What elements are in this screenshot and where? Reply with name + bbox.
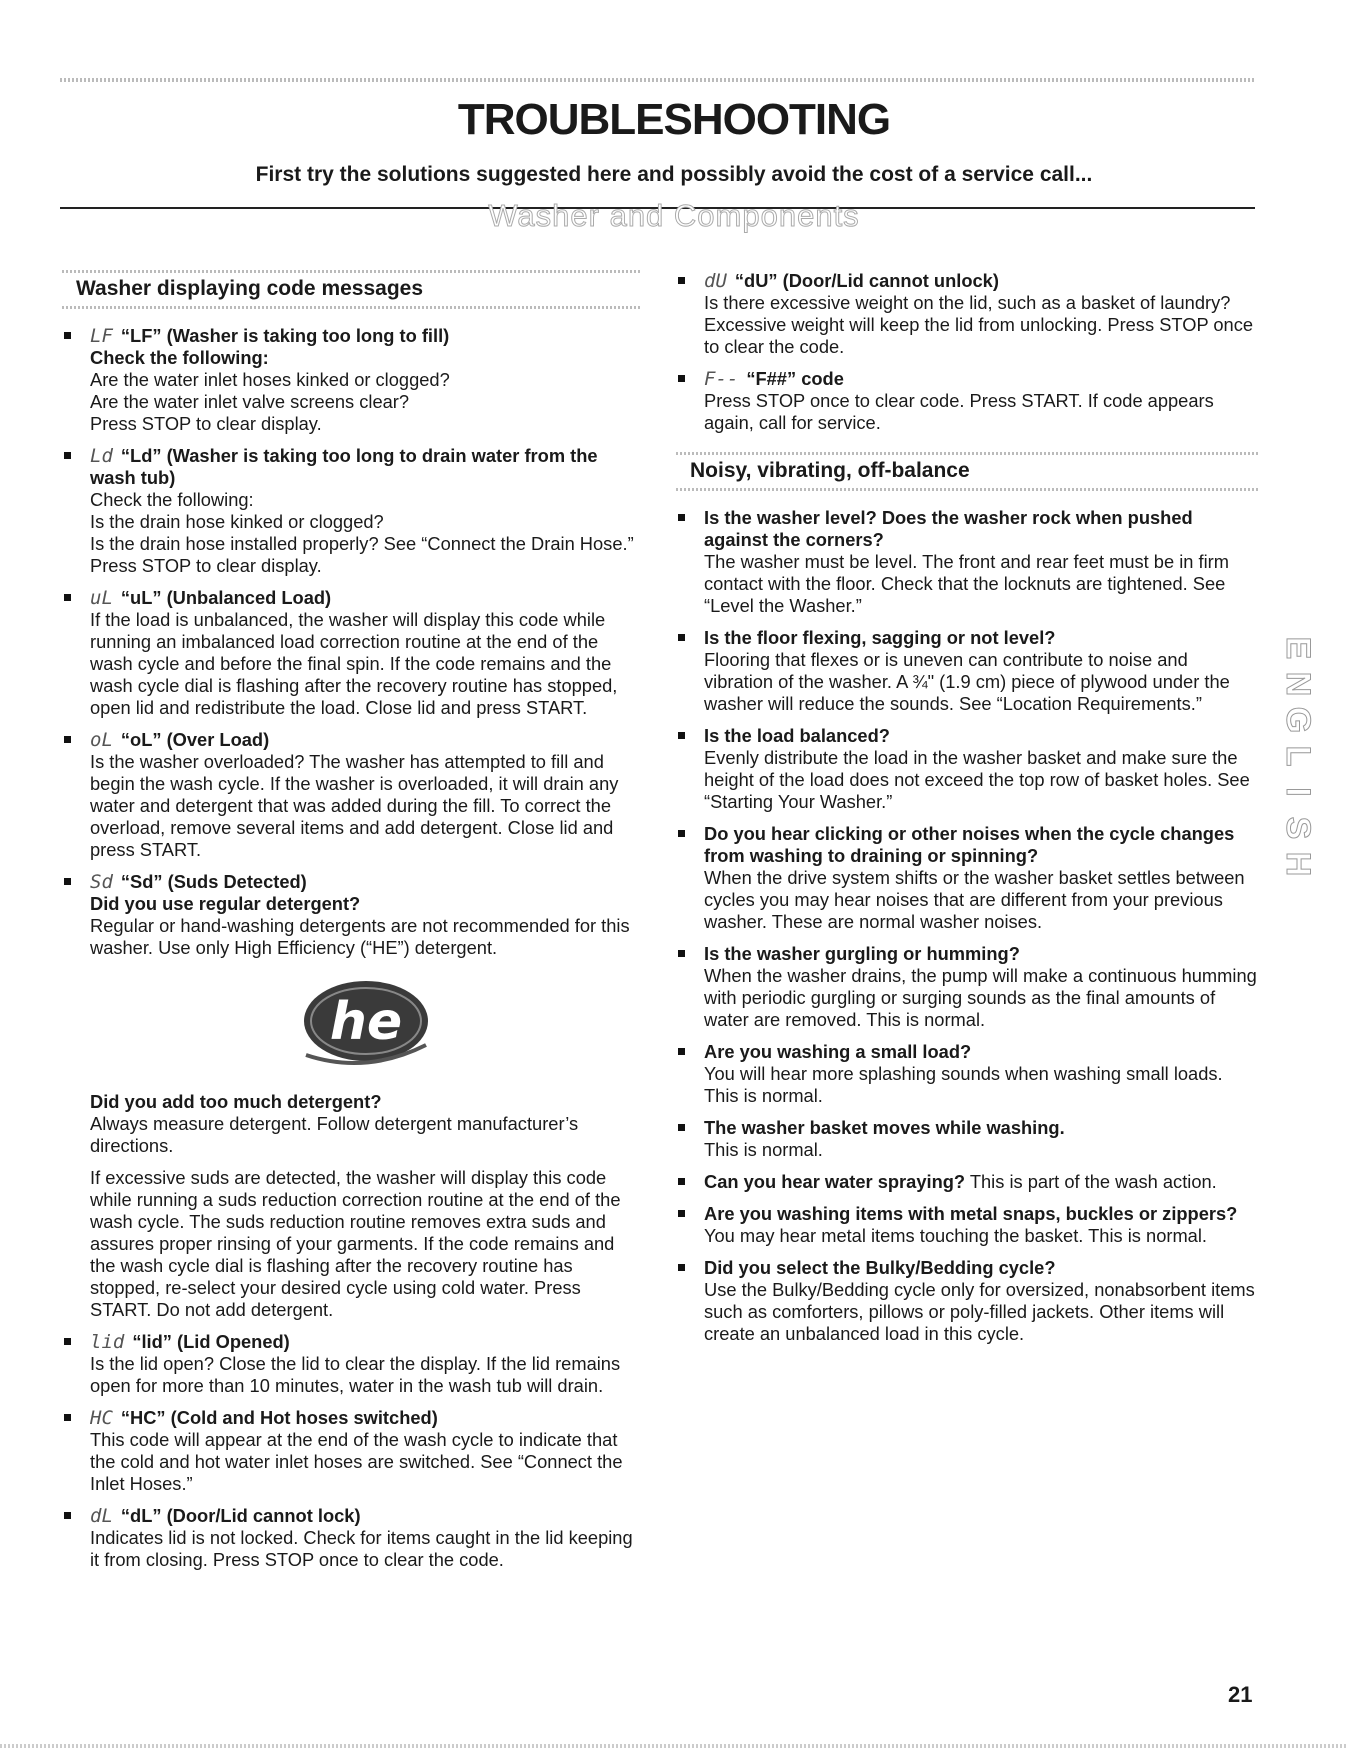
item-title: “dU” (Door/Lid cannot unlock) [734,270,999,291]
item-body: You may hear metal items touching the basket. This is normal. [704,1225,1207,1246]
item-body: Is the lid open? Close the lid to clear the display. If the lid remains open for more than 10 minutes, water in the wash tub will drain. [90,1353,621,1396]
bullet-icon [678,1178,685,1185]
display-code: oL [90,729,113,751]
display-code: dU [704,270,727,292]
left-column [62,270,642,1581]
side-tab-letter: I [1279,787,1317,797]
list-item-noise-metal [676,1203,1258,1247]
list-item-noise-gurgling [676,943,1258,1031]
item-body: This is part of the wash action. [965,1171,1217,1192]
bullet-icon [64,594,71,601]
item-title: Do you hear clicking or other noises when the cycle changes from washing to draining or spinning? [704,823,1235,866]
item-title: Is the floor flexing, sagging or not level? [704,627,1056,648]
list-item-dl [62,1505,642,1571]
item-title: Are you washing items with metal snaps, buckles or zippers? [704,1203,1238,1224]
bullet-icon [678,375,685,382]
item-title: Is the washer level? Does the washer rock when pushed against the corners? [704,507,1193,550]
display-code: HC [90,1407,113,1429]
list-item-lf [62,325,642,435]
item-title: Are you washing a small load? [704,1041,972,1062]
item-title: Can you hear water spraying? [704,1171,966,1192]
item-title: Did you select the Bulky/Bedding cycle? [704,1257,1056,1278]
list-item-noise-small-load [676,1041,1258,1107]
item-title: “Sd” (Suds Detected) [120,871,307,892]
item-title: The washer basket moves while washing. [704,1117,1065,1138]
item-title: “uL” (Unbalanced Load) [120,587,332,608]
item-body: Use the Bulky/Bedding cycle only for oversized, nonabsorbent items such as comforters, pillows or poly-filled jackets. Other items will create an unbalanced load in this cycle. [704,1279,1255,1344]
right-column [676,270,1258,1355]
item-body: Evenly distribute the load in the washer basket and make sure the height of the load does not exceed the top row of basket holes. See “Starting Your Washer.” [704,747,1250,812]
item-title: “oL” (Over Load) [120,729,270,750]
side-tab-letter: S [1279,816,1317,840]
bullet-icon [678,950,685,957]
bullet-icon [64,1414,71,1421]
side-tab-letter: N [1279,671,1317,697]
item-line: Is the drain hose installed properly? See “Connect the Drain Hose.” Press STOP to clear display. [90,533,634,576]
bullet-icon [678,1264,685,1271]
display-code: LF [90,325,113,347]
item-title: “LF” (Washer is taking too long to fill) [120,325,450,346]
list-item-hc [62,1407,642,1495]
item-body: Is the washer overloaded? The washer has attempted to fill and begin the wash cycle. If the washer is overloaded, it will drain any water and detergent that was added during the fill. To correct the overload, remove several items and add detergent. Close lid and press START. [90,751,619,860]
bullet-icon [64,1512,71,1519]
list-item-ol [62,729,642,861]
list-item-noise-balanced [676,725,1258,813]
page-title: TROUBLESHOOTING [457,95,891,144]
item-body: You will hear more splashing sounds when washing small loads. This is normal. [704,1063,1223,1106]
page-subtitle: First try the solutions suggested here and possibly avoid the cost of a service call... [255,163,1093,186]
side-tab-letter: L [1279,745,1317,767]
list-item-sd [62,871,642,1321]
display-code: uL [90,587,113,609]
item-line: Is the drain hose kinked or clogged? [90,511,384,532]
top-dotted-rule [60,78,1255,82]
item-line: Press STOP to clear display. [90,413,322,434]
subheading-code-messages: Washer displaying code messages [62,270,642,309]
item-body: If excessive suds are detected, the washer will display this code while running a suds reduction correction routine at the end of the wash cycle. The suds reduction routine removes extra suds and assures proper rinsing of your garments. If the code remains and the wash cycle dial is flashing after the recovery routine has stopped, re-select your desired cycle using cold water. Press START. Do not add detergent. [90,1167,621,1320]
display-code: F-- [704,368,739,390]
bullet-icon [678,514,685,521]
item-body: This is normal. [704,1139,823,1160]
item-title: “lid” (Lid Opened) [132,1331,290,1352]
list-item-noise-spraying [676,1171,1258,1193]
bullet-icon [64,1338,71,1345]
bullet-icon [678,1210,685,1217]
item-body: When the washer drains, the pump will make a continuous humming with periodic gurgling or surging sounds as the final amounts of water are removed. This is normal. [704,965,1257,1030]
display-code: lid [90,1331,125,1353]
item-title: “HC” (Cold and Hot hoses switched) [120,1407,438,1428]
display-code: Sd [90,871,113,893]
item-line: Are the water inlet valve screens clear? [90,391,410,412]
bullet-icon [678,1048,685,1055]
item-body: Indicates lid is not locked. Check for items caught in the lid keeping it from closing. Press STOP once to clear the code. [90,1527,633,1570]
item-body: Is there excessive weight on the lid, such as a basket of laundry? Excessive weight will keep the lid from unlocking. Press STOP once to clear the code. [704,292,1254,357]
page-number: 21 [1228,1682,1253,1707]
side-tab-letter: H [1279,851,1317,877]
item-question: Did you use regular detergent? [90,893,361,914]
list-item-noise-basket [676,1117,1258,1161]
he-logo-icon [296,975,436,1075]
list-item-lid [62,1331,642,1397]
item-body: When the drive system shifts or the washer basket settles between cycles you may hear noises that are different from your previous washer. These are normal washer noises. [704,867,1245,932]
bullet-icon [678,830,685,837]
list-item-noise-clicking [676,823,1258,933]
item-body: This code will appear at the end of the wash cycle to indicate that the cold and hot water inlet hoses are switched. See “Connect the Inlet Hoses.” [90,1429,623,1494]
he-logo-text: he [329,992,403,1052]
item-line: Check the following: [90,489,254,510]
item-body: Always measure detergent. Follow detergent manufacturer’s directions. [90,1113,579,1156]
item-line: Are the water inlet hoses kinked or clogged? [90,369,450,390]
list-item-noise-level [676,507,1258,617]
bottom-dotted-rule [0,1744,1348,1748]
bullet-icon [64,878,71,885]
side-tab-letter: G [1279,706,1317,734]
item-title: “dL” (Door/Lid cannot lock) [120,1505,361,1526]
section-title: Washer and Components [488,198,860,233]
list-item-noise-bulky [676,1257,1258,1345]
list-item-du [676,270,1258,358]
bullet-icon [678,277,685,284]
item-title: “F##” code [746,368,844,389]
display-code: Ld [90,445,113,467]
list-item-f [676,368,1258,434]
item-subtitle: Check the following: [90,347,269,368]
bullet-icon [678,732,685,739]
item-body: Flooring that flexes or is uneven can contribute to noise and vibration of the washer. A ¾" (1.9 cm) piece of plywood under the washer will reduce the sounds. See “Location Requirements.” [704,649,1230,714]
side-tab-letter: E [1279,636,1317,660]
display-code: dL [90,1505,113,1527]
list-item-ul [62,587,642,719]
list-item-ld [62,445,642,577]
bullet-icon [678,634,685,641]
item-title: Is the load balanced? [704,725,890,746]
subheading-noisy: Noisy, vibrating, off-balance [676,452,1258,491]
item-title: “Ld” (Washer is taking too long to drain water from the wash tub) [90,445,598,488]
bullet-icon [64,332,71,339]
item-body: Regular or hand-washing detergents are not recommended for this washer. Use only High Efficiency (“HE”) detergent. [90,915,630,958]
item-question: Did you add too much detergent? [90,1091,382,1112]
bullet-icon [64,452,71,459]
list-item-noise-floor [676,627,1258,715]
item-body: The washer must be level. The front and rear feet must be in firm contact with the floor. Check that the locknuts are tightened. See “Level the Washer.” [704,551,1229,616]
bullet-icon [64,736,71,743]
language-side-tab [1279,630,1318,882]
item-title: Is the washer gurgling or humming? [704,943,1020,964]
item-body: Press STOP once to clear code. Press START. If code appears again, call for service. [704,390,1214,433]
item-body: If the load is unbalanced, the washer will display this code while running an imbalanced load correction routine at the end of the wash cycle and before the final spin. If the code remains and the wash cycle dial is flashing after the recovery routine has stopped, open lid and redistribute the load. Close lid and press START. [90,609,618,718]
bullet-icon [678,1124,685,1131]
